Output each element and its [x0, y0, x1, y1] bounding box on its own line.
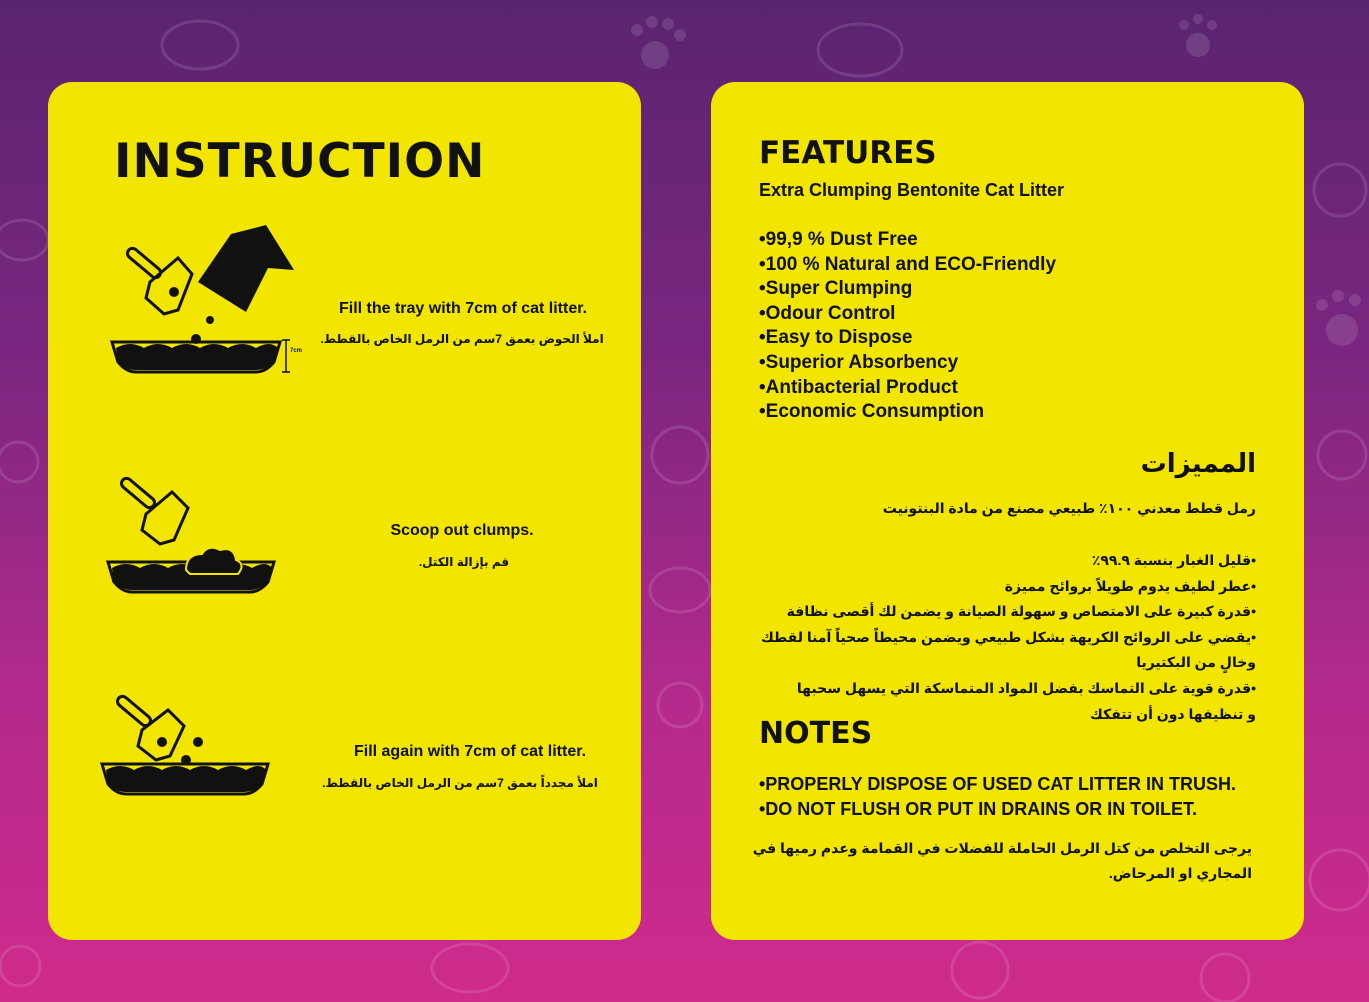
instruction-card: [48, 82, 641, 940]
feature-item: •Antibacterial Product: [759, 376, 958, 398]
paw-print-icon: [1179, 14, 1217, 57]
instruction-title: INSTRUCTION: [114, 134, 486, 189]
depth-label: 7cm: [290, 348, 303, 354]
fish-icon: [432, 944, 508, 992]
step-1-arabic-text: املأ الحوض بعمق 7سم من الرمل الخاص بالقطط.: [320, 332, 604, 346]
step-2-arabic-text: قم بإزالة الكتل.: [418, 555, 510, 569]
fish-icon: [162, 21, 238, 69]
step-3-text: Fill again with 7cm of cat litter.: [353, 743, 587, 760]
note-item: •DO NOT FLUSH OR PUT IN DRAINS OR IN TOILET.: [759, 798, 1197, 819]
step-1-text: Fill the tray with 7cm of cat litter.: [338, 300, 588, 317]
litter-tray-icon: [102, 764, 268, 794]
arabic-features-intro: رمل قطط معدني ١٠٠٪ طبيعي مصنع من مادة البنتونيت: [882, 500, 1256, 516]
fish-icon: [650, 568, 710, 612]
yarn-ball-icon: [658, 683, 702, 727]
yarn-ball-icon: [1314, 164, 1366, 216]
arabic-feature-item: •قليل الغبار بنسبة ٩٩.٩٪: [1091, 552, 1256, 568]
fish-icon: [818, 24, 902, 76]
arabic-feature-item: •قدرة قوية على التماسك بفضل المواد المتماسكة التي يسهل سحبها: [796, 679, 1256, 696]
fill-again-illustration: [100, 690, 280, 820]
step-2-text: Scoop out clumps.: [390, 522, 534, 539]
yarn-ball-icon: [1310, 850, 1369, 910]
features-title: FEATURES: [759, 135, 937, 171]
arabic-features-list: [761, 548, 1256, 727]
arabic-features-title: المميزات: [1140, 448, 1256, 478]
bell-icon: [652, 427, 708, 483]
feature-item: •Economic Consumption: [759, 401, 985, 423]
arabic-feature-item: •يقضي على الروائح الكريهة بشكل طبيعي ويضمن محيطاً صحياً آمنا لقطك: [760, 628, 1256, 645]
yarn-ball-icon: [952, 942, 1008, 998]
notes-title: NOTES: [759, 716, 873, 751]
bell-icon: [0, 946, 40, 986]
feature-item: •Superior Absorbency: [759, 351, 959, 373]
feature-item: •99,9 % Dust Free: [759, 229, 918, 250]
bag-icon: [198, 225, 294, 312]
feature-item: •Odour Control: [759, 302, 896, 324]
bell-icon: [1201, 954, 1249, 1002]
arabic-feature-item: و تنظيفها دون أن تتفكك: [1090, 705, 1256, 722]
scoop-icon: [125, 246, 192, 314]
step-3-arabic-text: املأ مجدداً بعمق 7سم من الرمل الخاص بالقطط.: [322, 776, 598, 790]
fish-icon: [0, 220, 48, 260]
note-item: •PROPERLY DISPOSE OF USED CAT LITTER IN TRUSH.: [759, 774, 1237, 794]
feature-item: •Easy to Dispose: [759, 327, 913, 349]
feature-item: •Super Clumping: [759, 278, 913, 300]
features-subtitle: Extra Clumping Bentonite Cat Litter: [759, 180, 1065, 200]
paw-print-icon: [631, 16, 686, 69]
features-card: [711, 82, 1304, 940]
paw-print-icon: [1316, 290, 1361, 346]
feature-item: •100 % Natural and ECO-Friendly: [759, 253, 1057, 275]
arabic-notes-text: يرجى التخلص من كتل الرمل الحاملة للفضلات في القمامة وعدم رميها في المجاري او المرحاض.: [752, 840, 1252, 881]
bell-icon: [0, 442, 38, 482]
arabic-feature-item: وخالٍ من البكتيريا: [1136, 654, 1256, 671]
scoop-icon: [119, 476, 188, 544]
clump-icon: [186, 548, 242, 574]
fill-tray-illustration: [106, 222, 306, 382]
notes-list: [759, 772, 1236, 821]
litter-tray-icon: [112, 342, 280, 372]
depth-marker: [280, 338, 302, 378]
bell-icon: [1318, 431, 1366, 479]
scoop-clumps-illustration: [104, 474, 284, 604]
arabic-feature-item: •عطر لطيف يدوم طويلاً بروائح مميزة: [1004, 577, 1256, 594]
features-list: [759, 228, 1056, 425]
arabic-feature-item: •قدرة كبيرة على الامتصاص و سهولة الصيانة و يضمن لك أقصى نظافة: [786, 603, 1256, 620]
scoop-icon: [115, 694, 184, 760]
